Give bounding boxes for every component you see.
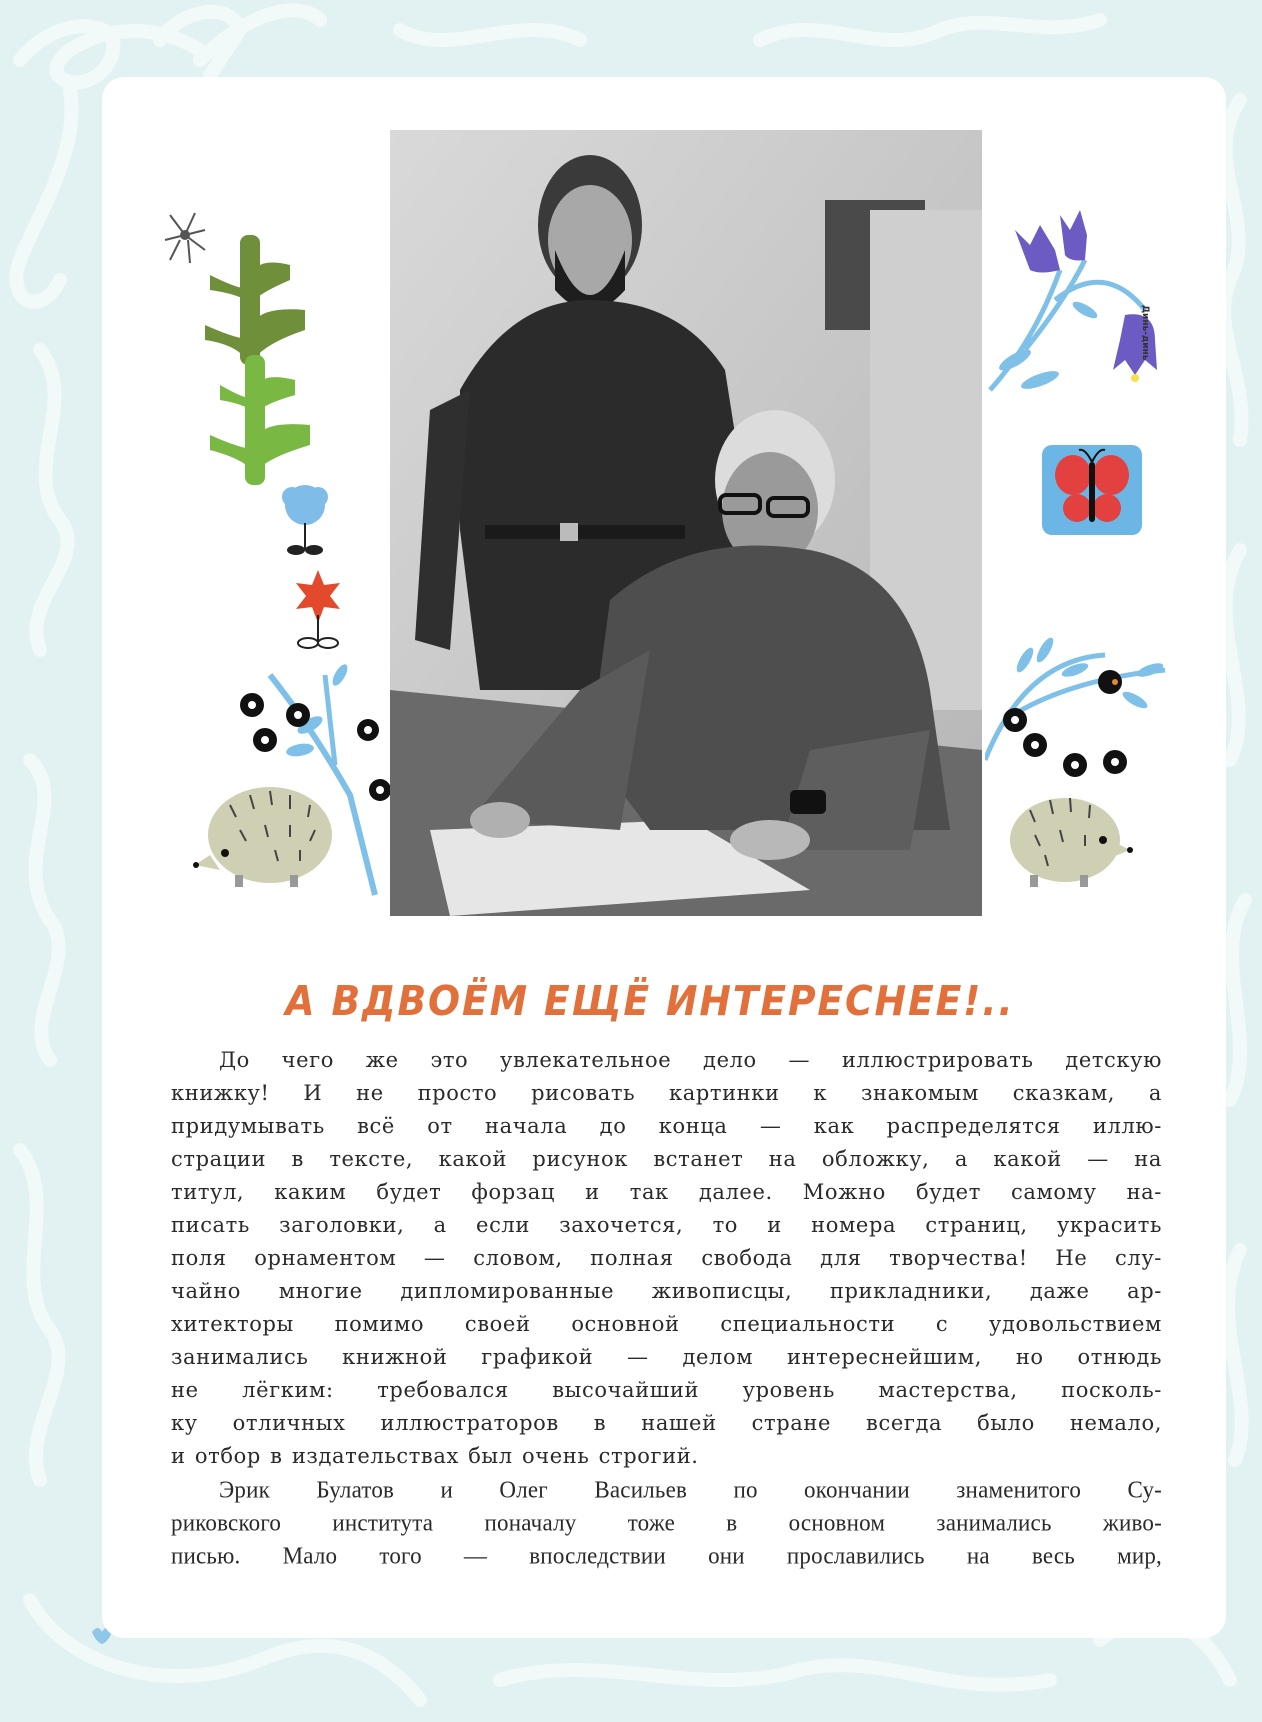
right-illustrations [985, 200, 1185, 890]
text-line: хитекторы помимо своей основной специальности с удовольствием [171, 1312, 1162, 1336]
bellflower-icon [990, 210, 1157, 392]
text-line: Эрик Булатов и Олег Васильев по окончании знаменитого Су- [219, 1476, 1162, 1503]
text-line: чайно многие дипломированные живописцы, прикладники, даже ар- [171, 1279, 1162, 1303]
body-text [171, 1044, 1162, 1572]
text-line: До чего же это увлекательное дело — иллюстрировать детскую [219, 1048, 1162, 1072]
text-line: писать заголовки, а если захочется, то и номера страниц, украсить [171, 1213, 1162, 1237]
text-line: занимались книжной графикой — делом интереснейшим, но отнюдь [171, 1345, 1162, 1369]
text-line: ку отличных иллюстраторов в нашей стране всегда было немало, [171, 1411, 1162, 1435]
text-line: титул, каким будет форзац и так далее. Можно будет самому на- [171, 1180, 1162, 1204]
hedgehog-icon [193, 787, 332, 887]
text-line: не лёгким: требовался высочайший уровень мастерства, посколь- [171, 1378, 1162, 1402]
red-star-flower-icon [296, 570, 340, 648]
fir-branch-light-icon [210, 355, 310, 485]
text-line: книжку! И не просто рисовать картинки к знакомым сказкам, а [171, 1081, 1162, 1105]
text-line: и отбор в издательствах был очень строгий. [171, 1444, 699, 1468]
blue-flower-icon [282, 485, 328, 555]
text-line: придумывать всё от начала до конца — как распределятся иллю- [171, 1114, 1162, 1138]
berry-branch-icon [985, 635, 1165, 777]
illustration-signature: Динь-динь [1140, 305, 1150, 361]
fir-branch-dark-icon [205, 235, 305, 365]
paragraph-2 [171, 1473, 1162, 1572]
left-illustrations [150, 205, 390, 905]
text-line: поля орнаментом — словом, полная свобода для творчества! Не слу- [171, 1246, 1162, 1270]
photo-two-illustrators [390, 130, 982, 916]
text-line: риковского института поначалу тоже в основном занимались живо- [171, 1509, 1162, 1536]
text-line: писью. Мало того — впоследствии они прославились на весь мир, [171, 1542, 1162, 1569]
paragraph-1 [171, 1044, 1162, 1473]
mosquito-icon [165, 213, 205, 263]
page-title: А ВДВОЁМ ЕЩЁ ИНТЕРЕСНЕЕ!.. [285, 977, 1015, 1026]
butterfly-tile-icon [1042, 445, 1142, 535]
text-line: страции в тексте, какой рисунок встанет на обложку, а какой — на [171, 1147, 1162, 1171]
hedgehog-icon [1010, 798, 1133, 887]
